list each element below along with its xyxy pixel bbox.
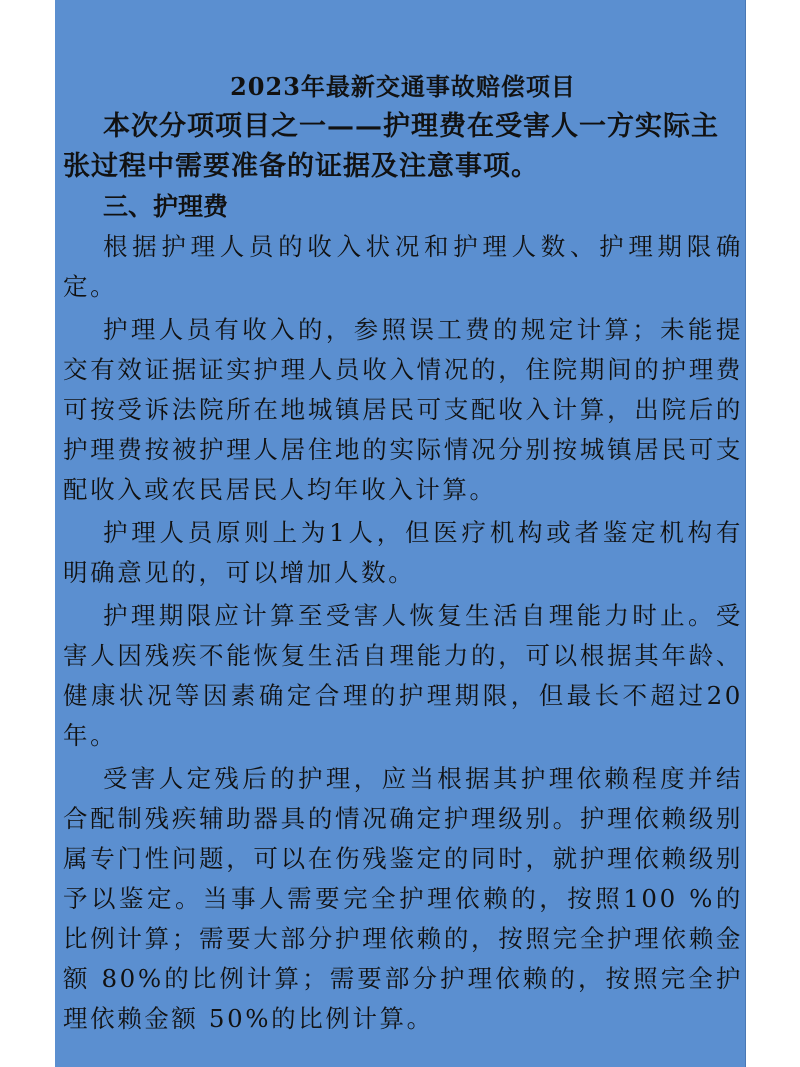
paragraph-nursing-income: 护理人员有收入的，参照误工费的规定计算；未能提交有效证据证实护理人员收入情况的，住院期间的护理费可按受诉法院所在地城镇居民可支配收入计算，出院后的护理费按被护理人居住地的实际情况分别按城镇居民可支配收入或农民居民人均年收入计算。	[63, 315, 743, 504]
document-title: 2023年最新交通事故赔偿项目	[230, 72, 576, 101]
paragraph-nursing-headcount: 护理人员原则上为1人，但医疗机构或者鉴定机构有明确意见的，可以增加人数。	[63, 518, 743, 587]
paragraph-nursing-basis: 根据护理人员的收入状况和护理人数、护理期限确定。	[63, 232, 743, 301]
paragraph-nursing-dependency: 受害人定残后的护理，应当根据其护理依赖程度并结合配制残疾辅助器具的情况确定护理级别。护理依赖级别属专门性问题，可以在伤残鉴定的同时，就护理依赖级别予以鉴定。当事人需要完全护理依赖的，按照100 %的比例计算；需要大部分护理依赖的，按照完全护理依赖金额 80%的比例计算；需要部分护理依赖的，按照完全护理依赖金额 50%的比例计算。	[63, 764, 743, 1033]
section-heading: 三、护理费	[103, 192, 229, 221]
document-body	[63, 67, 743, 1039]
paragraph-nursing-period: 护理期限应计算至受害人恢复生活自理能力时止。受害人因残疾不能恢复生活自理能力的，可以根据其年龄、健康状况等因素确定合理的护理期限，但最长不超过20年。	[63, 601, 743, 750]
lead-statement: 本次分项项目之一——护理费在受害人一方实际主张过程中需要准备的证据及注意事项。	[63, 111, 719, 182]
